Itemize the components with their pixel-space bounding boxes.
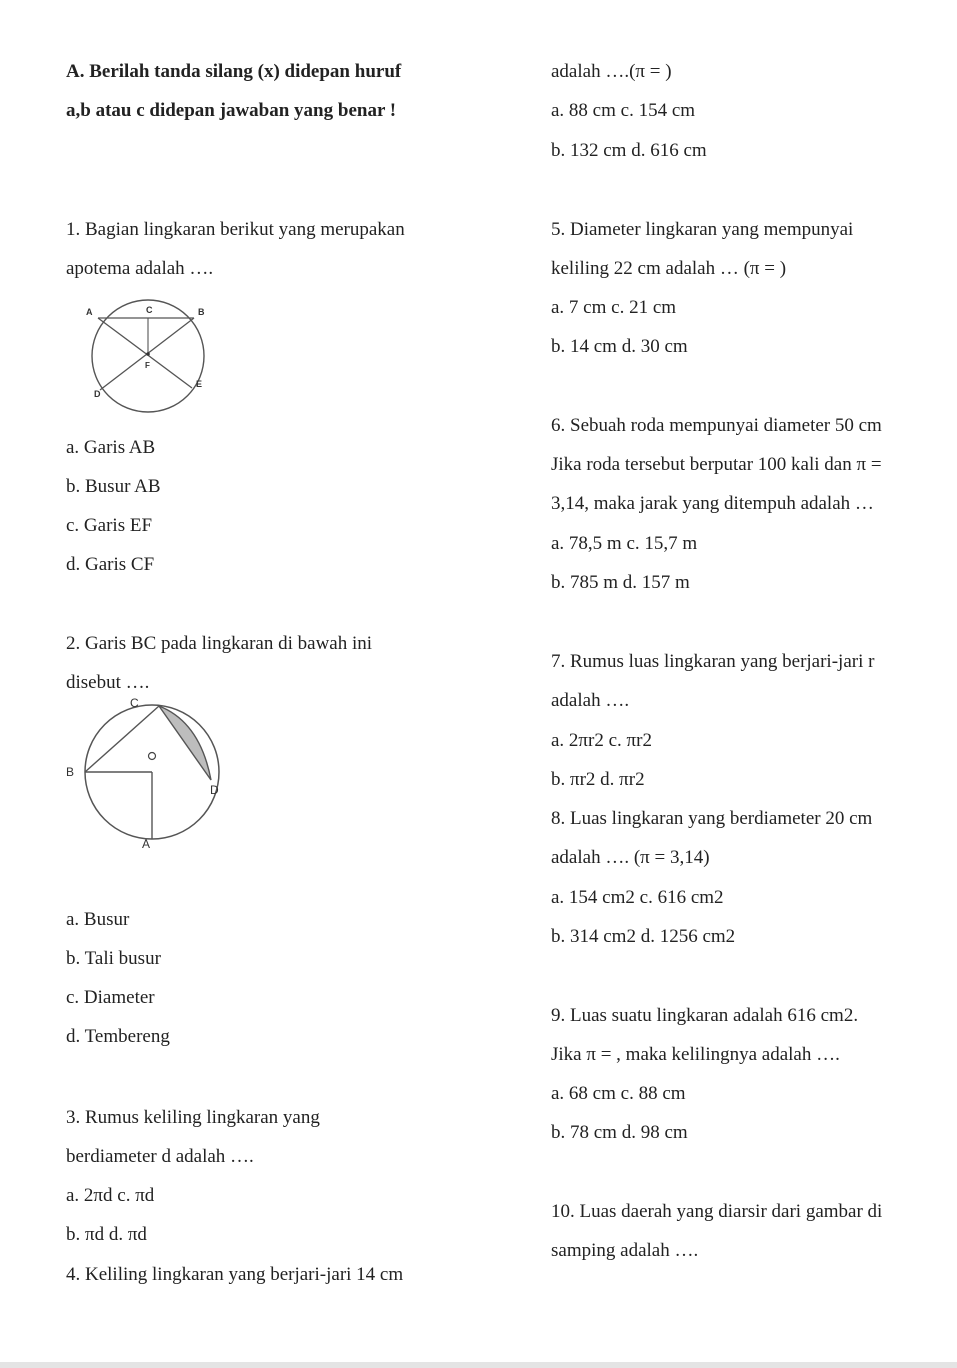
- q4-options-row-2: b. 132 cm d. 616 cm: [551, 140, 707, 161]
- q5-options-row-2: b. 14 cm d. 30 cm: [551, 336, 688, 357]
- q9-text-line-1: 9. Luas suatu lingkaran adalah 616 cm2.: [551, 1005, 859, 1026]
- q2-label-c: C: [130, 696, 139, 710]
- q2-label-d: D: [210, 783, 219, 797]
- q7-text-line-2: adalah ….: [551, 690, 630, 711]
- q2-option-a: a. Busur: [66, 909, 130, 930]
- q6-text-line-1: 6. Sebuah roda mempunyai diameter 50 cm: [551, 415, 882, 436]
- q5-text-line-2: keliling 22 cm adalah … (π = ): [551, 258, 787, 279]
- q2-label-a: A: [142, 837, 151, 851]
- q8-options-row-2: b. 314 cm2 d. 1256 cm2: [551, 926, 736, 947]
- q1-label-d: D: [94, 389, 101, 399]
- q2-label-b: B: [66, 765, 75, 779]
- q10-text-line-2: samping adalah ….: [551, 1240, 699, 1261]
- instruction-line-1: A. Berilah tanda silang (x) didepan huruf: [66, 61, 402, 82]
- page-bottom-divider: [0, 1362, 957, 1368]
- q3-text-line-2: berdiameter d adalah ….: [66, 1146, 254, 1167]
- q6-options-row-1: a. 78,5 m c. 15,7 m: [551, 533, 698, 554]
- q3-options-row-1: a. 2πd c. πd: [66, 1185, 155, 1206]
- q9-options-row-1: a. 68 cm c. 88 cm: [551, 1083, 686, 1104]
- q6-text-line-3: 3,14, maka jarak yang ditempuh adalah …: [551, 493, 874, 514]
- q7-options-row-2: b. πr2 d. πr2: [551, 769, 645, 790]
- q1-label-b: B: [198, 307, 205, 317]
- q7-text-line-1: 7. Rumus luas lingkaran yang berjari-jari r: [551, 651, 875, 672]
- q2-option-c: c. Diameter: [66, 987, 155, 1008]
- q2-text-line-2: disebut ….: [66, 672, 150, 693]
- q2-option-b: b. Tali busur: [66, 948, 161, 969]
- q9-text-line-2: Jika π = , maka kelilingnya adalah ….: [551, 1044, 840, 1065]
- q1-label-a: A: [86, 307, 93, 317]
- q1-circle-figure: [80, 294, 220, 419]
- q8-options-row-1: a. 154 cm2 c. 616 cm2: [551, 887, 724, 908]
- q4-options-row-1: a. 88 cm c. 154 cm: [551, 100, 696, 121]
- instruction-line-2: a,b atau c didepan jawaban yang benar !: [66, 100, 397, 121]
- q2-option-d: d. Tembereng: [66, 1026, 170, 1047]
- q3-text-line-1: 3. Rumus keliling lingkaran yang: [66, 1107, 320, 1128]
- q1-option-a: a. Garis AB: [66, 437, 156, 458]
- q5-text-line-1: 5. Diameter lingkaran yang mempunyai: [551, 219, 854, 240]
- q1-label-e: E: [196, 379, 203, 389]
- q3-options-row-2: b. πd d. πd: [66, 1224, 147, 1245]
- q1-text-line-1: 1. Bagian lingkaran berikut yang merupakan: [66, 219, 405, 240]
- q7-options-row-1: a. 2πr2 c. πr2: [551, 730, 652, 751]
- q1-option-c: c. Garis EF: [66, 515, 153, 536]
- q9-options-row-2: b. 78 cm d. 98 cm: [551, 1122, 688, 1143]
- q1-option-d: d. Garis CF: [66, 554, 155, 575]
- q5-options-row-1: a. 7 cm c. 21 cm: [551, 297, 677, 318]
- q1-label-f: F: [145, 361, 150, 370]
- q6-text-line-2: Jika roda tersebut berputar 100 kali dan π =: [551, 454, 882, 475]
- q1-label-c: C: [146, 305, 153, 315]
- q8-text-line-1: 8. Luas lingkaran yang berdiameter 20 cm: [551, 808, 873, 829]
- q6-options-row-2: b. 785 m d. 157 m: [551, 572, 690, 593]
- q1-option-b: b. Busur AB: [66, 476, 161, 497]
- q2-circle-figure: [60, 694, 240, 859]
- q1-text-line-2: apotema adalah ….: [66, 258, 214, 279]
- q4-text-line-1: 4. Keliling lingkaran yang berjari-jari 14 cm: [66, 1264, 404, 1285]
- q8-text-line-2: adalah …. (π = 3,14): [551, 847, 710, 868]
- q10-text-line-1: 10. Luas daerah yang diarsir dari gambar di: [551, 1201, 883, 1222]
- q2-text-line-1: 2. Garis BC pada lingkaran di bawah ini: [66, 633, 373, 654]
- q4-text-line-2: adalah ….(π = ): [551, 61, 672, 82]
